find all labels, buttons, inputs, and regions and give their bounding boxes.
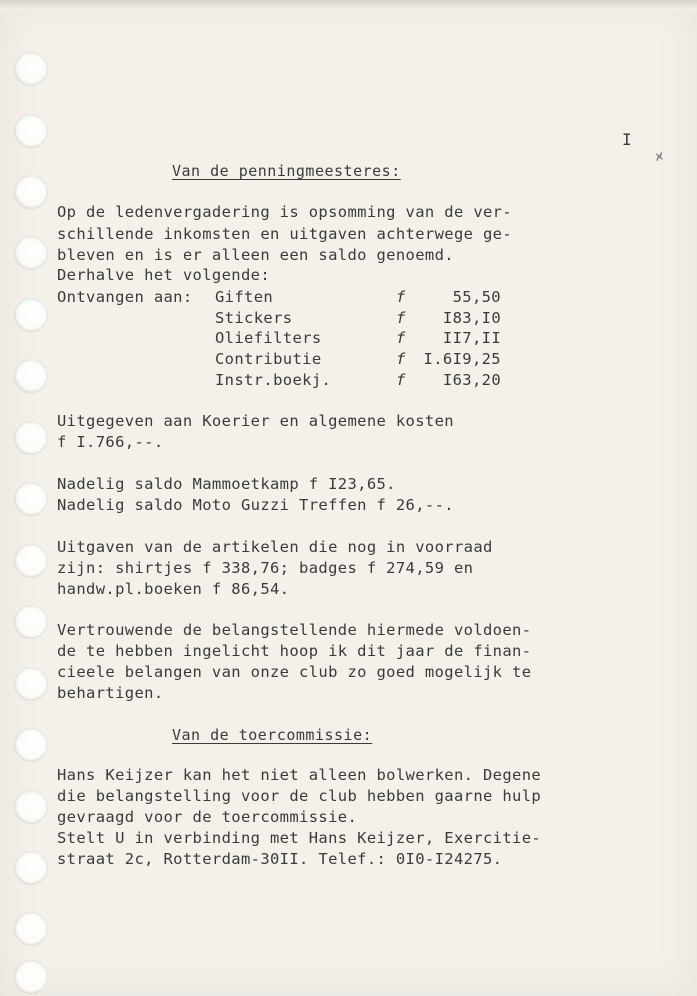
- currency-symbol: f: [396, 329, 406, 347]
- binder-hole: [14, 728, 48, 762]
- treasurer-paragraph-line: Derhalve het volgende:: [57, 266, 270, 284]
- binder-hole: [14, 790, 48, 824]
- income-amount: I83,I0: [442, 309, 501, 327]
- tour-paragraph-line: Hans Keijzer kan het niet alleen bolwerken. Degene: [57, 766, 542, 784]
- treasurer-paragraph-line: Op de ledenvergadering is opsomming van de ver-: [57, 203, 513, 221]
- tour-paragraph-line: Stelt U in verbinding met Hans Keijzer, Exercitie-: [57, 829, 542, 847]
- binder-hole: [14, 667, 48, 701]
- expenses-line: f I.766,--.: [57, 433, 164, 451]
- stock-line: Uitgaven van de artikelen die nog in voorraad: [57, 538, 493, 556]
- income-item: Instr.boekj.: [215, 371, 332, 389]
- page-top-edge: [0, 0, 697, 10]
- currency-symbol: f: [396, 350, 406, 368]
- currency-symbol: f: [396, 309, 406, 327]
- income-row: [57, 329, 517, 349]
- binder-hole: [14, 52, 48, 86]
- tour-paragraph-line: gevraagd voor de toercommissie.: [57, 808, 358, 826]
- income-amount: II7,II: [442, 329, 501, 347]
- income-label: Ontvangen aan:: [57, 288, 193, 306]
- tour-paragraph-line: straat 2c, Rotterdam-30II. Telef.: 0I0-I24275.: [57, 850, 503, 868]
- binder-hole: [14, 912, 48, 946]
- binder-hole: [14, 421, 48, 455]
- binder-hole: [14, 298, 48, 332]
- binder-holes: [0, 0, 60, 996]
- tour-heading: Van de toercommissie:: [172, 726, 373, 744]
- binder-hole: [14, 605, 48, 639]
- tour-paragraph-line: die belangstelling voor de club hebben gaarne hulp: [57, 787, 542, 805]
- income-amount: 55,50: [452, 288, 501, 306]
- deficit-line: Nadelig saldo Moto Guzzi Treffen f 26,--.: [57, 496, 454, 514]
- closing-line: behartigen.: [57, 684, 164, 702]
- page-number: I: [622, 130, 632, 149]
- closing-line: Vertrouwende de belangstellende hiermede voldoen-: [57, 621, 532, 639]
- income-row: [57, 309, 517, 329]
- treasurer-paragraph-line: schillende inkomsten en uitgaven achterwege ge-: [57, 225, 513, 243]
- income-row: [57, 288, 517, 308]
- currency-symbol: f: [396, 371, 406, 389]
- binder-hole: [14, 482, 48, 516]
- income-item: Contributie: [215, 350, 322, 368]
- binder-hole: [14, 175, 48, 209]
- income-row: [57, 371, 517, 391]
- margin-pen-mark: ≁: [647, 146, 672, 167]
- income-amount: I63,20: [442, 371, 501, 389]
- treasurer-paragraph-line: bleven en is er alleen een saldo genoemd.: [57, 246, 454, 264]
- binder-hole: [14, 114, 48, 148]
- currency-symbol: f: [396, 288, 406, 306]
- income-item: Oliefilters: [215, 329, 322, 347]
- binder-hole: [14, 544, 48, 578]
- binder-hole: [14, 960, 48, 994]
- deficit-line: Nadelig saldo Mammoetkamp f I23,65.: [57, 475, 396, 493]
- income-row: [57, 350, 517, 370]
- binder-hole: [14, 359, 48, 393]
- binder-hole: [14, 236, 48, 270]
- stock-line: zijn: shirtjes f 338,76; badges f 274,59 en: [57, 559, 474, 577]
- treasurer-heading: Van de penningmeesteres:: [172, 162, 401, 180]
- binder-hole: [14, 851, 48, 885]
- income-amount: I.6I9,25: [423, 350, 501, 368]
- closing-line: de te hebben ingelicht hoop ik dit jaar de finan-: [57, 642, 532, 660]
- closing-line: cieele belangen van onze club zo goed mogelijk te: [57, 663, 532, 681]
- stock-line: handw.pl.boeken f 86,54.: [57, 580, 290, 598]
- expenses-line: Uitgegeven aan Koerier en algemene kosten: [57, 412, 454, 430]
- income-item: Giften: [215, 288, 274, 306]
- income-item: Stickers: [215, 309, 293, 327]
